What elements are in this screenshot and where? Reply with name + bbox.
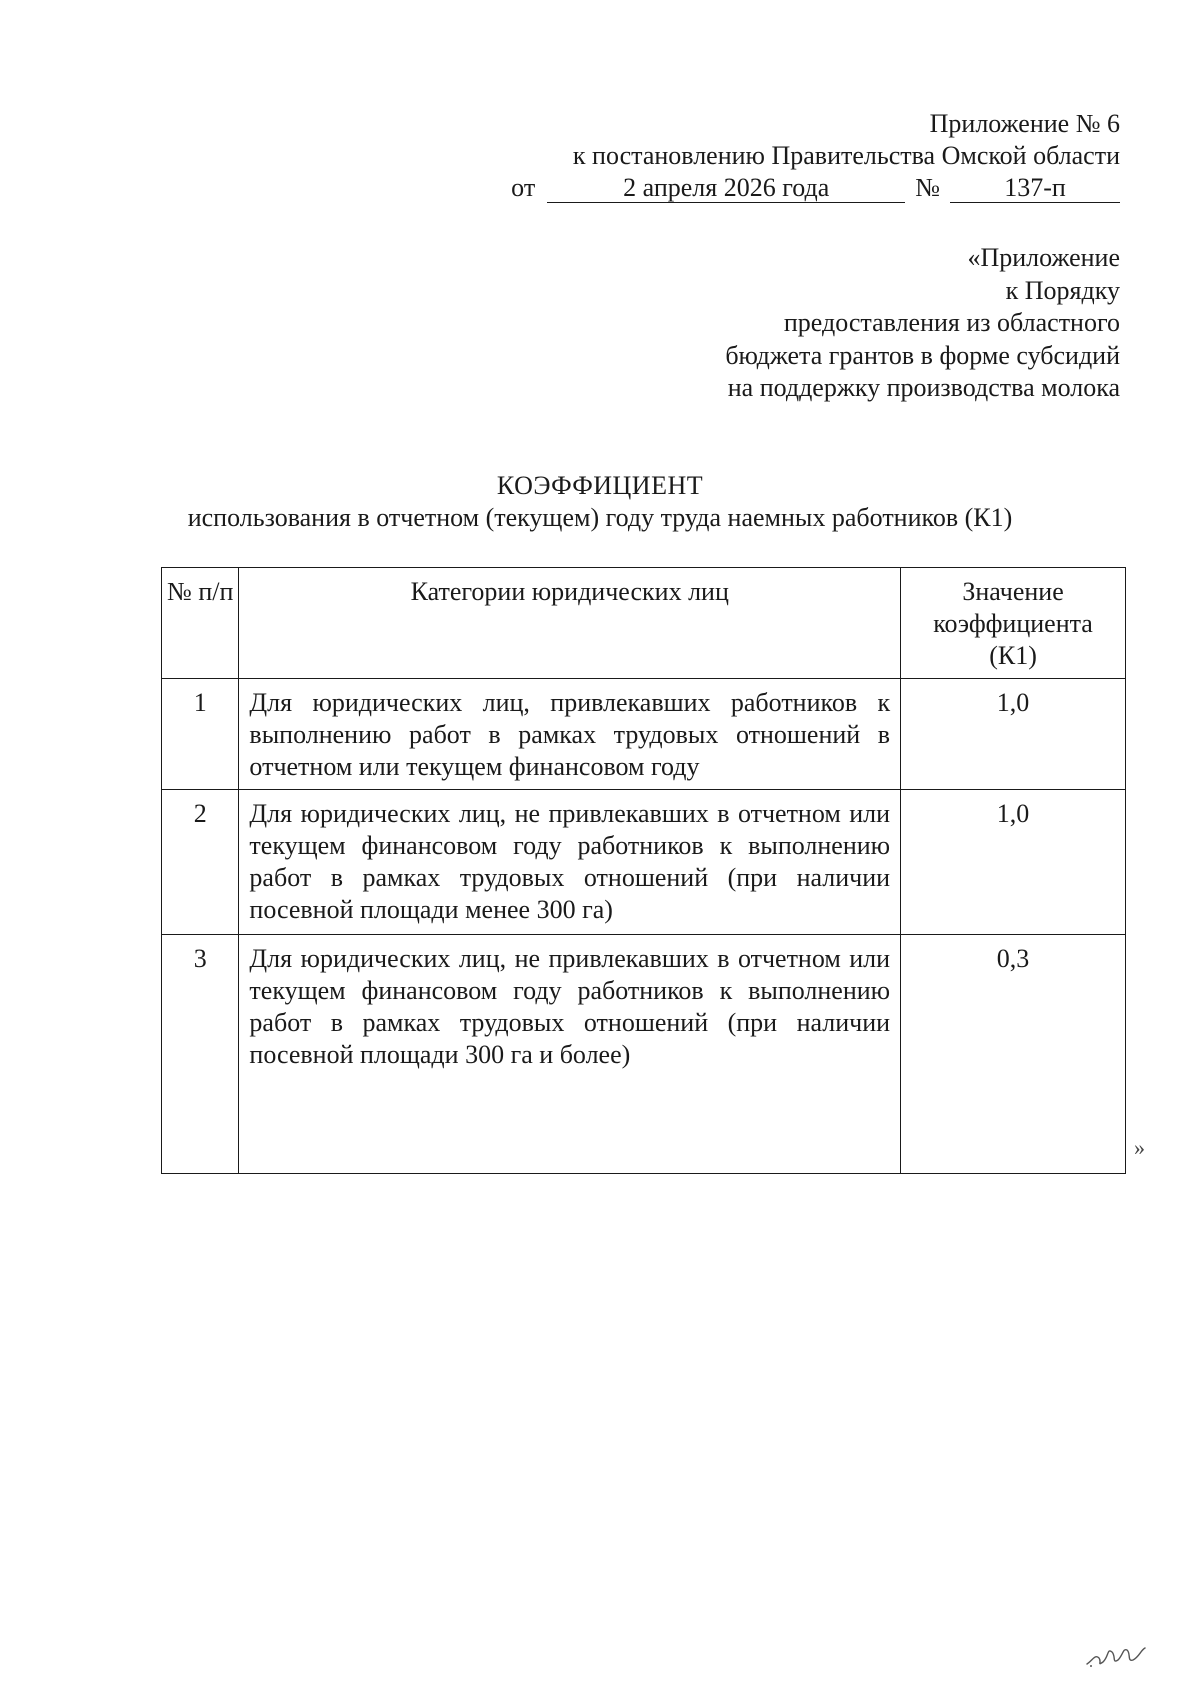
document-title [0, 470, 1200, 534]
table-header-row [162, 568, 1126, 679]
row-category: Для юридических лиц, не привлекавших в отчетном или текущем финансовом году работников к выполнению работ в рамках трудовых отношений (при наличии посевной площади менее 300 га) [239, 790, 901, 935]
title-main: КОЭФФИЦИЕНТ [496, 471, 704, 500]
table-row [162, 679, 1126, 790]
date-number-line [511, 172, 1120, 204]
appendix-line: «Приложение [967, 243, 1120, 272]
header-block [511, 108, 1120, 204]
appendix-reference-block [725, 242, 1120, 405]
row-category: Для юридических лиц, привлекавших работников к выполнению работ в рамках трудовых отношений в отчетном или текущем финансовом году [239, 679, 901, 790]
row-category: Для юридических лиц, не привлекавших в отчетном или текущем финансовом году работников к выполнению работ в рамках трудовых отношений (при наличии посевной площади 300 га и более) [239, 935, 901, 1174]
row-value: 1,0 [901, 679, 1126, 790]
row-number: 3 [162, 935, 239, 1174]
row-value: 1,0 [901, 790, 1126, 935]
header-value: Значение коэффициента (К1) [901, 568, 1126, 679]
appendix-line: к Порядку [1005, 275, 1120, 305]
appendix-line: предоставления из областного [783, 308, 1120, 337]
closing-quote: » [1134, 1135, 1145, 1160]
coefficient-table [161, 567, 1126, 1174]
header-number: № п/п [162, 568, 239, 679]
table-row [162, 790, 1126, 935]
from-label: от [511, 173, 536, 202]
table-row [162, 935, 1126, 1174]
title-subtitle: использования в отчетном (текущем) году труда наемных работников (К1) [187, 503, 1013, 532]
handwritten-signature-icon [1085, 1640, 1155, 1670]
appendix-line: на поддержку производства молока [727, 373, 1120, 402]
appendix-line: бюджета грантов в форме субсидий [725, 340, 1120, 370]
row-number: 1 [162, 679, 239, 790]
resolution-number: 137-п [950, 174, 1120, 203]
resolution-date: 2 апреля 2026 года [547, 174, 905, 203]
row-value: 0,3 [901, 935, 1126, 1174]
resolution-reference: к постановлению Правительства Омской области [572, 141, 1120, 170]
appendix-number: Приложение № 6 [929, 109, 1120, 138]
header-category: Категории юридических лиц [239, 568, 901, 679]
row-number: 2 [162, 790, 239, 935]
number-label: № [915, 173, 940, 202]
